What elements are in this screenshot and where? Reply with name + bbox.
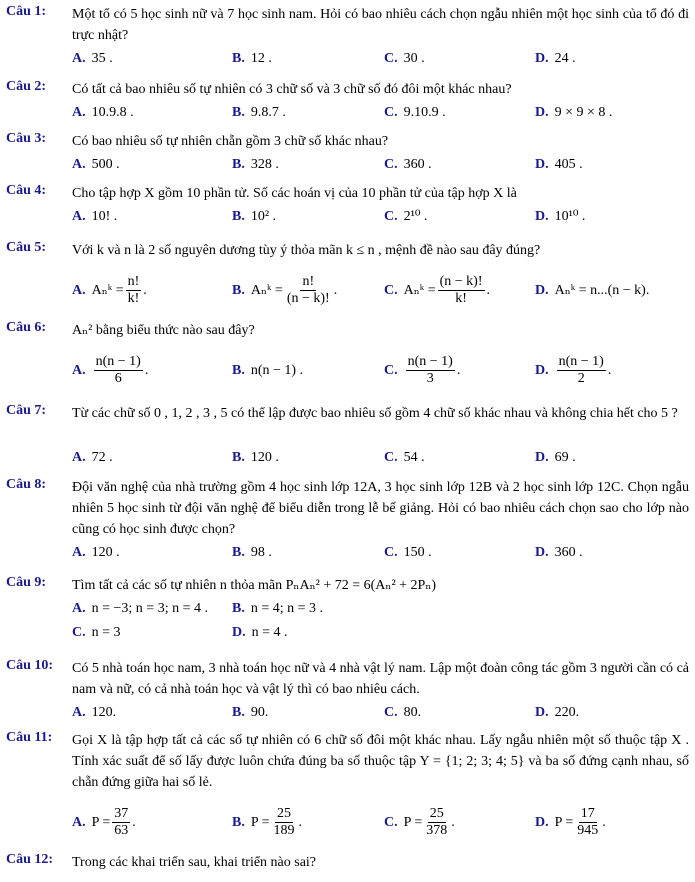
option-text: 328 . — [250, 157, 279, 172]
fraction — [438, 274, 485, 307]
option-c[interactable]: C. $\frac{n(n - 1)}{3}$ . — [384, 354, 461, 387]
fraction — [557, 354, 606, 387]
option-b[interactable]: B. Aₙᵏ = $\frac{n!}{(n - k)!}$ . — [232, 274, 338, 307]
fraction-numerator: n(n − 1) — [407, 354, 453, 370]
option-d[interactable] — [535, 48, 576, 70]
fraction-numerator: 17 — [580, 806, 595, 822]
option-prefix: P = — [91, 815, 111, 830]
option-letter: A. — [72, 815, 86, 830]
option-text: 9.8.7 . — [250, 105, 286, 120]
option-text: Aₙᵏ = n...(n − k). — [554, 283, 650, 298]
option-letter: A. — [72, 363, 86, 378]
question-label: Câu 4: — [6, 183, 47, 198]
option-letter: C. — [384, 363, 398, 378]
option-c[interactable] — [384, 102, 446, 124]
option-letter: D. — [535, 545, 549, 560]
option-text: 80. — [403, 705, 422, 720]
option-letter: D. — [535, 51, 549, 66]
option-a[interactable] — [72, 206, 117, 228]
option-prefix: Aₙᵏ = — [250, 283, 283, 298]
fraction — [575, 806, 600, 839]
options-row — [72, 447, 689, 469]
question-label: Câu 1: — [6, 4, 47, 19]
option-letter: B. — [232, 601, 245, 616]
option-text: n = 4 . — [251, 625, 288, 640]
question-text: Một tổ có 5 học sinh nữ và 7 học sinh nam. Hỏi có bao nhiêu cách chọn ngẫu nhiên một học sinh của tổ đó đi trực nhật? — [72, 7, 689, 43]
option-d[interactable] — [535, 702, 579, 724]
option-b[interactable] — [232, 353, 303, 389]
option-letter: D. — [535, 209, 549, 224]
option-text: 10.9.8 . — [91, 105, 134, 120]
question-label: Câu 12: — [6, 852, 54, 867]
option-letter: C. — [384, 283, 398, 298]
option-letter: C. — [72, 625, 86, 640]
fraction-numerator: n! — [127, 274, 140, 290]
fraction-numerator: 25 — [429, 806, 444, 822]
question-label: Câu 6: — [6, 320, 47, 335]
option-letter: C. — [384, 209, 398, 224]
option-text: 9.10.9 . — [403, 105, 446, 120]
option-b[interactable] — [232, 447, 279, 469]
options-row — [72, 48, 689, 70]
option-letter: A. — [72, 283, 86, 298]
option-b[interactable] — [232, 598, 323, 620]
question-label: Câu 2: — [6, 79, 47, 94]
options-row — [72, 542, 689, 564]
option-d[interactable] — [535, 102, 612, 124]
option-text: 12 . — [250, 51, 272, 66]
question-label: Câu 3: — [6, 131, 47, 146]
option-text: 360 . — [554, 545, 583, 560]
option-text: 2¹⁰ . — [403, 209, 428, 224]
option-letter: D. — [535, 363, 549, 378]
options-row — [72, 154, 689, 176]
option-letter: C. — [384, 105, 398, 120]
fraction-denominator: 945 — [577, 823, 599, 839]
option-d[interactable] — [535, 273, 649, 309]
fraction-numerator: (n − k)! — [439, 274, 483, 290]
options-row — [72, 805, 689, 841]
option-b[interactable] — [232, 542, 272, 564]
option-text: 120 . — [91, 545, 120, 560]
option-c[interactable]: C. Aₙᵏ = $\frac{(n - k)!}{k!}$ . — [384, 274, 490, 307]
option-text: n = 3 — [91, 625, 121, 640]
option-letter: B. — [232, 157, 245, 172]
option-a[interactable] — [72, 48, 113, 70]
option-letter: B. — [232, 705, 245, 720]
option-text: 90. — [250, 705, 269, 720]
option-b[interactable] — [232, 702, 268, 724]
option-prefix: Aₙᵏ = — [403, 283, 436, 298]
option-letter: D. — [232, 625, 246, 640]
option-prefix: P = — [554, 815, 574, 830]
fraction-numerator: n(n − 1) — [95, 354, 141, 370]
option-letter: C. — [384, 51, 398, 66]
option-letter: A. — [72, 51, 86, 66]
option-a[interactable] — [72, 102, 134, 124]
option-d[interactable] — [535, 206, 585, 228]
option-letter: A. — [72, 545, 86, 560]
option-text: 10¹⁰ . — [554, 209, 586, 224]
option-letter: B. — [232, 450, 245, 465]
fraction-denominator: 63 — [114, 823, 129, 839]
option-a[interactable]: A. Aₙᵏ = $\frac{n!}{k!}$ . — [72, 274, 147, 307]
fraction-denominator: 378 — [426, 823, 448, 839]
option-c[interactable] — [384, 542, 432, 564]
option-c[interactable] — [384, 702, 421, 724]
option-b[interactable]: B. P = $\frac{25}{189}$ . — [232, 806, 303, 839]
options-row — [72, 622, 689, 644]
option-text: 500 . — [91, 157, 120, 172]
options-row — [72, 702, 689, 724]
fraction-denominator: 3 — [426, 371, 434, 387]
option-letter: D. — [535, 815, 549, 830]
option-letter: D. — [535, 450, 549, 465]
option-letter: C. — [384, 157, 398, 172]
option-c[interactable] — [384, 48, 425, 70]
option-text: 35 . — [91, 51, 113, 66]
fraction-denominator: (n − k)! — [286, 291, 330, 307]
option-c[interactable] — [384, 447, 425, 469]
fraction-denominator: k! — [455, 291, 467, 307]
option-text: 10² . — [250, 209, 277, 224]
option-letter: B. — [232, 209, 245, 224]
option-letter: A. — [72, 209, 86, 224]
option-letter: B. — [232, 105, 245, 120]
question-text: Cho tập hợp X gồm 10 phần tử. Số các hoán vị của 10 phần tử của tập hợp X là — [72, 186, 517, 201]
question-text: Có tất cả bao nhiêu số tự nhiên có 3 chữ số và 3 chữ số đó đôi một khác nhau? — [72, 82, 512, 97]
option-text: n = −3; n = 3; n = 4 . — [91, 601, 208, 616]
question-text: Từ các chữ số 0 , 1, 2 , 3 , 5 có thể lập được bao nhiêu số gồm 4 chữ số khác nhau và không chia hết cho 5 ? — [72, 406, 678, 421]
option-c[interactable]: C. P = $\frac{25}{378}$ . — [384, 806, 455, 839]
option-text: 120 . — [250, 450, 279, 465]
option-b[interactable] — [232, 154, 279, 176]
option-text: 72 . — [91, 450, 113, 465]
question-text: Có bao nhiêu số tự nhiên chẵn gồm 3 chữ số khác nhau? — [72, 134, 389, 149]
question-text: Gọi X là tập hợp tất cả các số tự nhiên có 6 chữ số đôi một khác nhau. Lấy ngẫu nhiên một số thuộc tập X . Tính xác suất để số lấy được luôn chứa đúng ba số thuộc tập Y = {1; 2; 3; 4; 5} và ba số đứng cạnh nhau, số chẵn đứng giữa hai số lẻ. — [72, 733, 689, 790]
option-a[interactable] — [72, 702, 116, 724]
option-text: 120. — [91, 705, 117, 720]
fraction — [285, 274, 332, 307]
option-text: 220. — [554, 705, 580, 720]
option-c[interactable] — [72, 622, 121, 644]
question-text: Tìm tất cả các số tự nhiên n thỏa mãn PₙAₙ² + 72 = 6(Aₙ² + 2Pₙ) — [72, 578, 437, 593]
question-text: Aₙ² bằng biểu thức nào sau đây? — [72, 323, 255, 338]
option-letter: B. — [232, 283, 245, 298]
options-row — [72, 206, 689, 228]
option-text: 30 . — [403, 51, 425, 66]
option-d[interactable] — [535, 447, 576, 469]
option-text: n = 4; n = 3 . — [250, 601, 324, 616]
option-letter: D. — [535, 283, 549, 298]
option-b[interactable] — [232, 206, 276, 228]
option-a[interactable]: A. $\frac{n(n - 1)}{6}$ . — [72, 354, 149, 387]
fraction — [406, 354, 455, 387]
option-text: 360 . — [403, 157, 432, 172]
fraction-denominator: 189 — [273, 823, 295, 839]
option-c[interactable] — [384, 206, 427, 228]
option-d[interactable]: D. $\frac{n(n - 1)}{2}$ . — [535, 354, 612, 387]
option-letter: A. — [72, 450, 86, 465]
option-text: 10! . — [91, 209, 118, 224]
question-text: Với k và n là 2 số nguyên dương tùy ý thỏa mãn k ≤ n , mệnh đề nào sau đây đúng? — [72, 243, 541, 258]
option-b[interactable] — [232, 48, 272, 70]
option-letter: D. — [535, 705, 549, 720]
question-label: Câu 8: — [6, 477, 47, 492]
option-letter: B. — [232, 363, 245, 378]
fraction — [94, 354, 143, 387]
fraction-numerator: 25 — [277, 806, 292, 822]
option-b[interactable] — [232, 102, 286, 124]
option-prefix: P = — [403, 815, 423, 830]
question-label: Câu 7: — [6, 403, 47, 418]
option-text: 69 . — [554, 450, 576, 465]
option-letter: A. — [72, 601, 86, 616]
option-letter: C. — [384, 545, 398, 560]
question-label: Câu 11: — [6, 730, 53, 745]
option-text: 150 . — [403, 545, 432, 560]
fraction — [424, 806, 449, 839]
fraction-denominator: k! — [127, 291, 140, 307]
option-letter: C. — [384, 815, 398, 830]
fraction-denominator: 2 — [577, 371, 585, 387]
option-a[interactable] — [72, 598, 208, 620]
option-letter: B. — [232, 51, 245, 66]
options-row — [72, 273, 689, 309]
question-label: Câu 10: — [6, 658, 54, 673]
option-d[interactable] — [535, 154, 583, 176]
option-text: n(n − 1) . — [250, 363, 304, 378]
option-text: 405 . — [554, 157, 583, 172]
option-a[interactable]: A. P = $\frac{37}{63}$ . — [72, 806, 136, 839]
option-a[interactable] — [72, 154, 120, 176]
fraction-numerator: n! — [302, 274, 315, 290]
option-prefix: Aₙᵏ = — [91, 283, 124, 298]
option-letter: C. — [384, 705, 398, 720]
fraction — [112, 806, 130, 839]
option-a[interactable] — [72, 542, 120, 564]
fraction-denominator: 6 — [114, 371, 122, 387]
options-row — [72, 598, 689, 620]
option-a[interactable] — [72, 447, 113, 469]
question-text: Đội văn nghệ của nhà trường gồm 4 học sinh lớp 12A, 3 học sinh lớp 12B và 2 học sinh lớp 12C. Chọn ngẫu nhiên 5 học sinh từ đội văn nghệ để biểu diễn trong lễ bế giảng. Hỏi có bao nhiêu cách chọn sao cho lớp nào cũng có học sinh được chọn? — [72, 480, 689, 537]
option-text: 98 . — [250, 545, 272, 560]
option-text: 24 . — [554, 51, 576, 66]
option-c[interactable] — [384, 154, 432, 176]
options-row — [72, 353, 689, 389]
option-letter: D. — [535, 105, 549, 120]
question-text: Trong các khai triển sau, khai triển nào sai? — [72, 855, 317, 870]
option-prefix: P = — [250, 815, 270, 830]
option-letter: A. — [72, 705, 86, 720]
option-letter: D. — [535, 157, 549, 172]
option-letter: A. — [72, 157, 86, 172]
fraction — [126, 274, 142, 307]
option-text: 54 . — [403, 450, 425, 465]
option-d[interactable]: D. P = $\frac{17}{945}$ . — [535, 806, 606, 839]
question-label: Câu 5: — [6, 240, 47, 255]
fraction-numerator: 37 — [114, 806, 129, 822]
question-text: Có 5 nhà toán học nam, 3 nhà toán học nữ và 4 nhà vật lý nam. Lập một đoàn công tác gồm 3 người cần có cả nam và nữ, có cả nhà toán học và vật lý thì có bao nhiêu cách. — [72, 661, 689, 697]
options-row — [72, 102, 689, 124]
fraction — [272, 806, 297, 839]
option-letter: C. — [384, 450, 398, 465]
fraction-numerator: n(n − 1) — [558, 354, 604, 370]
question-label: Câu 9: — [6, 575, 47, 590]
option-letter: B. — [232, 545, 245, 560]
option-d[interactable] — [535, 542, 583, 564]
option-letter: A. — [72, 105, 86, 120]
option-d[interactable] — [232, 622, 288, 644]
option-text: 9 × 9 × 8 . — [554, 105, 613, 120]
option-letter: B. — [232, 815, 245, 830]
